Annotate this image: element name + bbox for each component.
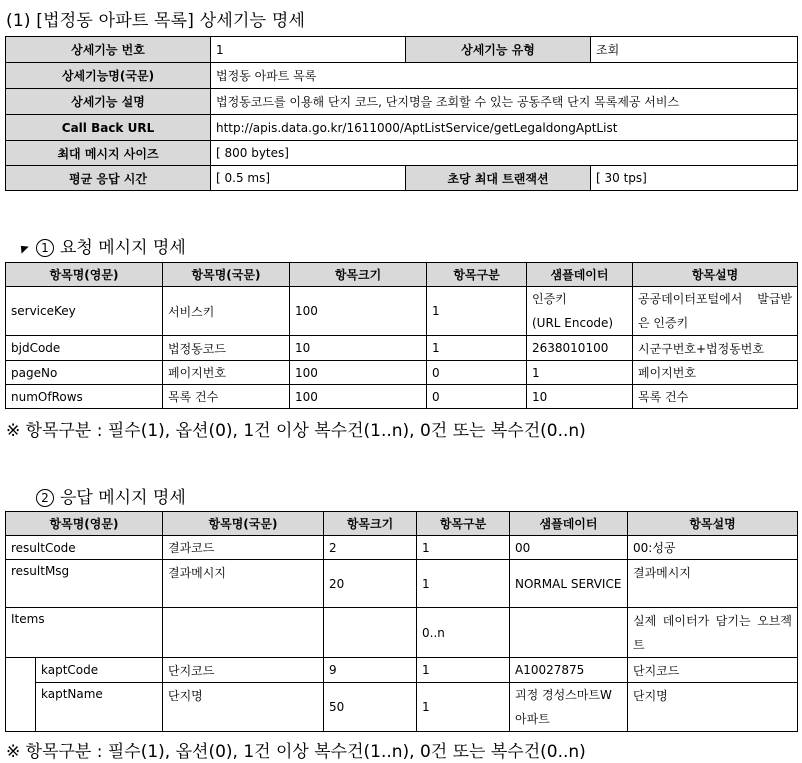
cell: 10 (527, 385, 633, 409)
header-cell: 항목명(국문) (163, 263, 290, 287)
table-row (6, 536, 798, 560)
cell: 괴정 경성스마트W아파트 (510, 683, 628, 732)
spec-desc-label: 상세기능 설명 (6, 89, 211, 115)
spec-size-value: [ 800 bytes] (211, 141, 798, 166)
cell: 9 (324, 658, 417, 683)
sample-line: (URL Encode) (532, 316, 614, 330)
header-cell: 항목명(영문) (6, 512, 163, 536)
header-cell: 항목설명 (628, 512, 798, 536)
response-heading (36, 483, 186, 508)
cell: kaptName (36, 683, 163, 732)
header-cell: 항목설명 (633, 263, 798, 287)
spec-num-value: 1 (211, 37, 406, 63)
cell: kaptCode (36, 658, 163, 683)
cell: 시군구번호+법정동번호 (633, 336, 798, 361)
cell: 법정동코드 (163, 336, 290, 361)
cell: A10027875 (510, 658, 628, 683)
cell: 1 (527, 361, 633, 385)
request-table (5, 262, 798, 409)
circled-number-icon: 1 (36, 239, 54, 257)
spec-tps-label: 초당 최대 트랜잭션 (406, 166, 591, 191)
request-title: 요청 메시지 명세 (60, 238, 186, 258)
cell: pageNo (6, 361, 163, 385)
cell (527, 287, 633, 336)
cell: bjdCode (6, 336, 163, 361)
collapse-triangle-icon[interactable] (17, 242, 28, 253)
spec-type-label: 상세기능 유형 (406, 37, 591, 63)
request-note: ※ 항목구분 : 필수(1), 옵션(0), 1건 이상 복수건(1..n), 0건 또는 복수건(0..n) (6, 421, 586, 441)
cell: 결과메시지 (628, 560, 798, 608)
spec-name-value: 법정동 아파트 목록 (211, 63, 798, 89)
cell: 결과코드 (163, 536, 324, 560)
spec-table (5, 36, 798, 191)
table-row (6, 287, 798, 336)
cell: 페이지번호 (633, 361, 798, 385)
cell: 목록 건수 (633, 385, 798, 409)
cell: 0 (427, 361, 527, 385)
cell: 서비스키 (163, 287, 290, 336)
header-cell: 항목크기 (324, 512, 417, 536)
cell: 페이지번호 (163, 361, 290, 385)
cell: 단지코드 (628, 658, 798, 683)
cell: 1 (417, 560, 510, 608)
response-table (5, 511, 798, 732)
cell: 00:성공 (628, 536, 798, 560)
cell: 결과메시지 (163, 560, 324, 608)
spec-url-label: Call Back URL (6, 115, 211, 141)
spec-name-label: 상세기능명(국문) (6, 63, 211, 89)
cell: 단지코드 (163, 658, 324, 683)
cell: 100 (290, 385, 427, 409)
cell (324, 608, 417, 658)
table-row (6, 361, 798, 385)
spec-type-value: 조회 (591, 37, 798, 63)
cell (163, 608, 324, 658)
cell: 실제 데이터가 담기는 오브젝트 (628, 608, 798, 658)
cell: 1 (417, 658, 510, 683)
cell: 1 (427, 336, 527, 361)
spec-time-value: [ 0.5 ms] (211, 166, 406, 191)
cell: 단지명 (163, 683, 324, 732)
cell: 목록 건수 (163, 385, 290, 409)
table-row (6, 560, 798, 608)
table-row (6, 658, 798, 683)
table-row (6, 683, 798, 732)
spec-tps-value: [ 30 tps] (591, 166, 798, 191)
spec-url-value: http://apis.data.go.kr/1611000/AptListService/getLegaldongAptList (211, 115, 798, 141)
cell: 0 (427, 385, 527, 409)
cell: 50 (324, 683, 417, 732)
cell: 10 (290, 336, 427, 361)
cell: 00 (510, 536, 628, 560)
table-row (6, 336, 798, 361)
spec-time-label: 평균 응답 시간 (6, 166, 211, 191)
header-cell: 항목구분 (427, 263, 527, 287)
cell: NORMAL SERVICE (510, 560, 628, 608)
sample-line: 인증키 (532, 292, 567, 306)
table-row (6, 385, 798, 409)
cell: resultCode (6, 536, 163, 560)
cell (510, 608, 628, 658)
indent-cell (6, 658, 36, 732)
cell: 1 (417, 683, 510, 732)
cell: 100 (290, 287, 427, 336)
circled-number-icon: 2 (36, 489, 54, 507)
request-heading (18, 233, 186, 258)
header-cell: 항목명(영문) (6, 263, 163, 287)
cell: serviceKey (6, 287, 163, 336)
cell: 2638010100 (527, 336, 633, 361)
cell: 1 (427, 287, 527, 336)
header-cell: 샘플데이터 (510, 512, 628, 536)
spec-desc-value: 법정동코드를 이용해 단지 코드, 단지명을 조회할 수 있는 공동주택 단지 목록제공 서비스 (211, 89, 798, 115)
cell: 단지명 (628, 683, 798, 732)
response-note: ※ 항목구분 : 필수(1), 옵션(0), 1건 이상 복수건(1..n), 0건 또는 복수건(0..n) (6, 742, 586, 762)
header-cell: 항목구분 (417, 512, 510, 536)
header-cell: 항목명(국문) (163, 512, 324, 536)
spec-size-label: 최대 메시지 사이즈 (6, 141, 211, 166)
cell: resultMsg (6, 560, 163, 608)
cell: 2 (324, 536, 417, 560)
cell: 1 (417, 536, 510, 560)
cell: 100 (290, 361, 427, 385)
table-row (6, 608, 798, 658)
section-title: (1) [법정동 아파트 목록] 상세기능 명세 (6, 11, 306, 31)
spec-num-label: 상세기능 번호 (6, 37, 211, 63)
cell: Items (6, 608, 163, 658)
cell: 공공데이터포털에서 발급받은 인증키 (633, 287, 798, 336)
header-cell: 항목크기 (290, 263, 427, 287)
cell: 0..n (417, 608, 510, 658)
response-title: 응답 메시지 명세 (60, 488, 186, 508)
header-cell: 샘플데이터 (527, 263, 633, 287)
cell: 20 (324, 560, 417, 608)
cell: numOfRows (6, 385, 163, 409)
